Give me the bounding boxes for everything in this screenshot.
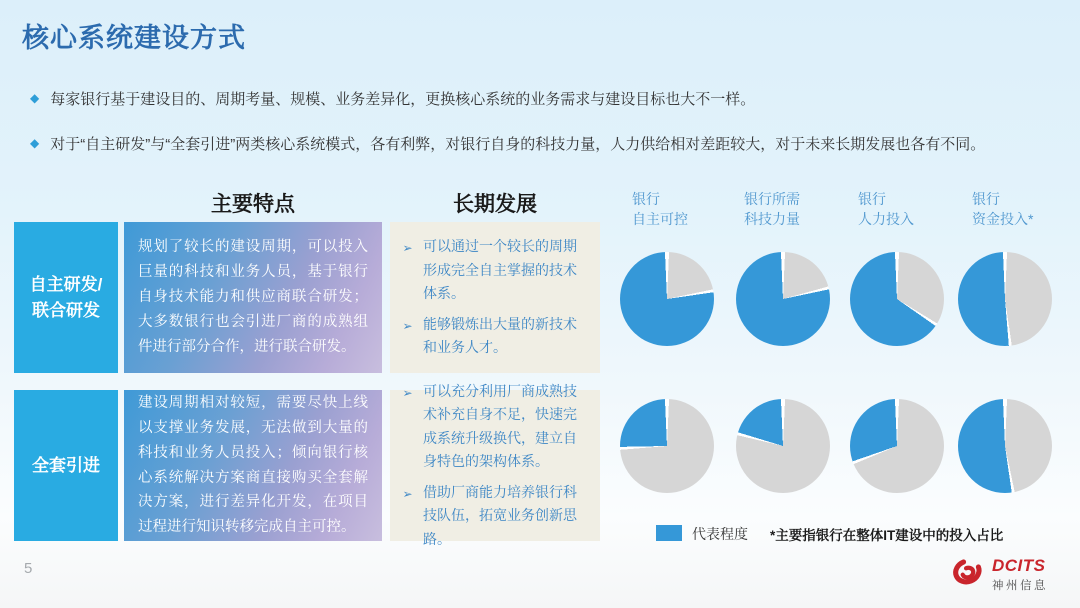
pie-chart-row2-funding — [958, 399, 1052, 493]
longterm-cell-row1 — [390, 222, 600, 373]
longterm-item-text: 可以通过一个较长的周期形成完全自主掌握的技术体系。 — [423, 238, 577, 302]
column-header-longterm: 长期发展 — [453, 193, 537, 216]
diamond-bullet-icon: ◆ — [30, 91, 40, 105]
longterm-item-text: 借助厂商能力培养银行科技队伍，拓宽业务创新思路。 — [423, 483, 577, 547]
logo-subtitle: 神州信息 — [992, 580, 1048, 592]
page-title: 核心系统建设方式 — [22, 23, 246, 53]
pie-header-line: 自主可控 — [632, 210, 688, 227]
pie-header-line: 银行 — [972, 191, 1000, 207]
pie-chart-row2-manpower — [850, 399, 944, 493]
arrow-bullet-icon: ➢ — [402, 385, 413, 400]
longterm-item — [400, 380, 588, 474]
logo-name: DCITS — [992, 556, 1046, 575]
pie-column-header-2 — [744, 190, 854, 229]
longterm-item — [400, 313, 588, 360]
legend-footnote: *主要指银行在整体IT建设中的投入占比 — [770, 528, 1004, 543]
pie-chart-row1-tech-strength — [736, 252, 830, 346]
row-label-full-import: 全套引进 — [14, 390, 118, 541]
pie-header-line: 资金投入* — [972, 210, 1034, 227]
pie-header-line: 科技力量 — [744, 210, 800, 227]
longterm-cell-row2 — [390, 382, 600, 547]
longterm-item-text: 能够锻炼出大量的新技术和业务人才。 — [423, 315, 577, 356]
pie-chart-row2-tech-strength — [736, 399, 830, 493]
arrow-bullet-icon: ➢ — [402, 486, 413, 501]
company-logo — [950, 556, 1048, 595]
pie-chart-row1-funding — [958, 252, 1052, 346]
intro-bullet-1 — [30, 88, 1060, 109]
page-number: 5 — [24, 560, 33, 577]
longterm-item — [400, 235, 588, 306]
features-cell-row1 — [124, 222, 382, 373]
logo-text — [992, 556, 1048, 595]
pie-header-line: 银行所需 — [744, 191, 800, 207]
features-text-row2: 建设周期相对较短，需要尽快上线以支撑业务发展，无法做到大量的科技和业务人员投入；倾向银行核心系统解决方案商直接购买全套解决方案，进行差异化开发，在项目过程进行知识转移完成自主可控。 — [138, 394, 368, 536]
pie-header-line: 人力投入 — [858, 210, 914, 227]
intro-bullet-2 — [30, 133, 1060, 154]
pie-header-line: 银行 — [632, 191, 660, 207]
pie-column-header-3 — [858, 190, 968, 229]
diamond-bullet-icon: ◆ — [30, 136, 40, 150]
legend-color-swatch — [656, 525, 682, 541]
legend-label: 代表程度 — [692, 526, 748, 542]
pie-chart-row2-autonomy — [620, 399, 714, 493]
longterm-item — [400, 481, 588, 552]
pie-column-header-1 — [632, 190, 742, 229]
pie-column-header-4 — [972, 190, 1080, 229]
row-label-self-developed: 自主研发/联合研发 — [14, 222, 118, 373]
longterm-item-text: 可以充分利用厂商成熟技术补充自身不足，快速完成系统升级换代，建立自身特色的架构体系。 — [423, 382, 577, 470]
pie-header-line: 银行 — [858, 191, 886, 207]
pie-chart-row1-autonomy — [620, 252, 714, 346]
column-header-features: 主要特点 — [211, 193, 295, 216]
intro-bullet-2-text: 对于“自主研发”与“全套引进”两类核心系统模式，各有利弊，对银行自身的科技力量，人力供给相对差距较大，对于未来长期发展也各有不同。 — [50, 136, 986, 153]
features-text-row1: 规划了较长的建设周期，可以投入巨量的科技和业务人员，基于银行自身技术能力和供应商联合研发；大多数银行也会引进厂商的成熟组件进行部分合作，进行联合研发。 — [138, 239, 368, 355]
arrow-bullet-icon: ➢ — [402, 241, 413, 256]
features-cell-row2 — [124, 390, 382, 541]
intro-bullet-1-text: 每家银行基于建设目的、周期考量、规模、业务差异化，更换核心系统的业务需求与建设目标也大不一样。 — [50, 91, 756, 108]
dcits-swirl-logo-icon — [950, 556, 986, 595]
pie-chart-row1-manpower — [850, 252, 944, 346]
arrow-bullet-icon: ➢ — [402, 318, 413, 333]
